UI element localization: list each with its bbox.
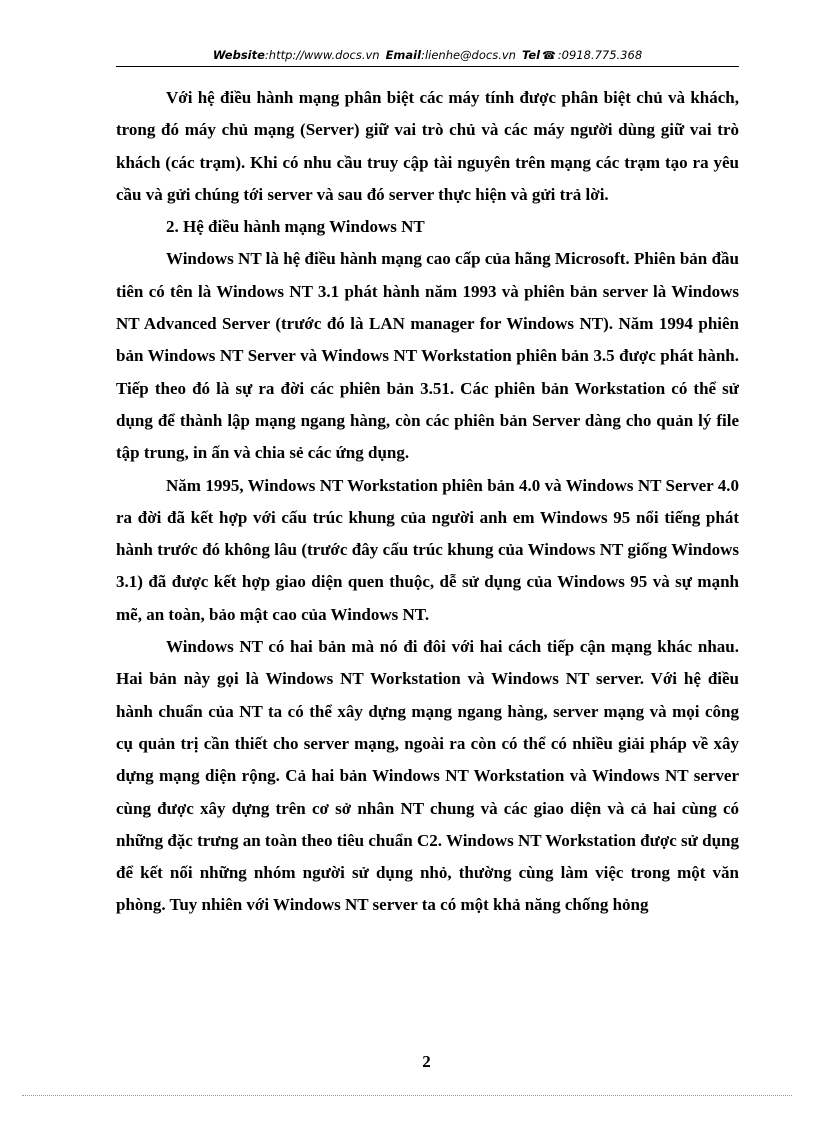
paragraph-history: Windows NT là hệ điều hành mạng cao cấp của hãng Microsoft. Phiên bản đầu tiên có tên là Windows NT 3.1 phát hành năm 1993 và phiên bản server là Windows NT Advanced Server (trước đó là LAN manager for Windows NT). Năm 1994 phiên bản Windows NT Server và Windows NT Workstation phiên bản 3.5 được phát hành. Tiếp theo đó là sự ra đời các phiên bản 3.51. Các phiên bản Workstation có thể sử dụng để thành lập mạng ngang hàng, còn các phiên bản Server dàng cho quản lý file tập trung, in ấn và chia sẻ các ứng dụng. (116, 249, 739, 463)
website-label: Website (212, 48, 265, 62)
phone-icon: ☎ (542, 48, 556, 62)
paragraph-1995: Năm 1995, Windows NT Workstation phiên bản 4.0 và Windows NT Server 4.0 ra đời đã kết hợp với cấu trúc khung của người anh em Windows 95 nổi tiếng phát hành trước đó không lâu (trước đây cấu trúc khung của Windows NT giống Windows 3.1) đã được kết hợp giao diện quen thuộc, dễ sử dụng của Windows 95 và sự mạnh mẽ, an toàn, bảo mật cao của Windows NT. (116, 475, 739, 624)
email-label: Email (385, 48, 422, 62)
paragraph-intro: Với hệ điều hành mạng phân biệt các máy tính được phân biệt chủ và khách, trong đó máy chủ mạng (Server) giữ vai trò chủ và các máy người dùng giữ vai trò khách (các trạm). Khi có nhu cầu truy cập tài nguyên trên mạng các trạm tạo ra yêu cầu và gửi chúng tới server và sau đó server thực hiện và gửi trả lời. (116, 88, 739, 204)
email-value[interactable]: lienhe@docs.vn (424, 48, 516, 62)
paragraph-editions: Windows NT có hai bản mà nó đi đôi với hai cách tiếp cận mạng khác nhau. Hai bản này gọi là Windows NT Workstation và Windows NT server. Với hệ điều hành chuẩn của NT ta có thể xây dựng mạng ngang hàng, server mạng và mọi công cụ quản trị cần thiết cho server mạng, ngoài ra còn có thể có nhiều giải pháp về xây dựng mạng diện rộng. Cả hai bản Windows NT Workstation và Windows NT server cùng được xây dựng trên cơ sở nhân NT chung và các giao diện và cả hai cùng có những đặc trưng an toàn theo tiêu chuẩn C2. Windows NT Workstation được sử dụng để kết nối những nhóm người sử dụng nhỏ, thường cùng làm việc trong một văn phòng. Tuy nhiên với Windows NT server ta có một khả năng chống hỏng (116, 637, 739, 915)
tel-value: 0918.775.368 (561, 48, 643, 62)
tel-label: Tel (521, 48, 541, 62)
document-body (116, 82, 739, 922)
footer-divider (22, 1095, 792, 1096)
section-heading: 2. Hệ điều hành mạng Windows NT (166, 217, 425, 237)
page-number: 2 (422, 1052, 431, 1071)
email-separator: : (421, 48, 425, 62)
website-url[interactable]: http://www.docs.vn (268, 48, 380, 62)
page-header (116, 44, 739, 67)
website-separator: : (264, 48, 269, 62)
tel-separator: : (557, 48, 562, 62)
